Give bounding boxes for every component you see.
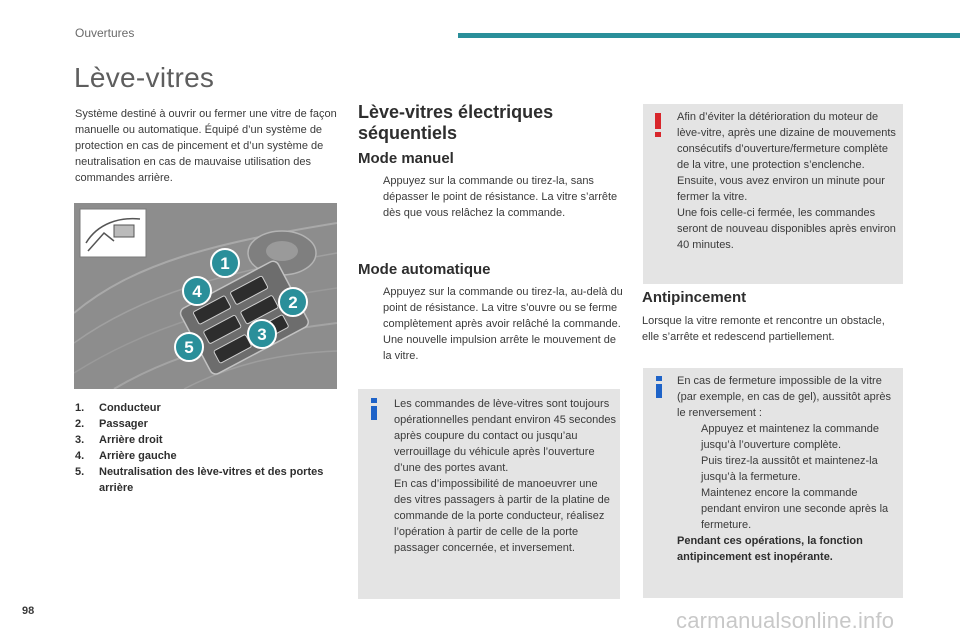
list-item-text: Maintenez encore la commande pendant environ une seconde après la fermeture. <box>701 487 889 531</box>
automatic-mode-list <box>360 284 624 364</box>
legend-label: Neutralisation des lève-vitres et des portes arrière <box>99 466 324 494</box>
legend-number: 5. <box>75 466 85 478</box>
warning-box-text <box>677 109 899 253</box>
watermark: carmanualsonline.info <box>676 608 895 633</box>
callout-5 <box>175 333 203 361</box>
info-icon <box>656 376 664 398</box>
svg-text:5: 5 <box>184 338 194 357</box>
photo-legend <box>75 400 335 496</box>
header-section-title: Ouvertures <box>75 26 135 40</box>
legend-item <box>75 400 335 416</box>
switch-panel-illustration <box>74 203 337 389</box>
info-paragraph: En cas d’impossibilité de manoeuvrer une des vitres passagers à partir de la platine de commande de la porte conducteur, réalisez l’opération à partir de celle de la porte passager concernée, et inversement. <box>394 478 610 554</box>
list-item <box>677 453 899 485</box>
svg-text:4: 4 <box>192 282 202 301</box>
svg-text:2: 2 <box>288 293 298 312</box>
list-item-text: Appuyez et maintenez la commande jusqu’à l’ouverture complète. <box>701 423 879 451</box>
info-icon <box>371 398 379 420</box>
legend-number: 3. <box>75 434 85 446</box>
antipinch-heading: Antipincement <box>642 289 747 306</box>
warning-icon <box>654 113 662 137</box>
manual-mode-heading: Mode manuel <box>358 150 454 167</box>
header-accent-bar <box>458 33 960 38</box>
info-box-sequential <box>358 389 620 599</box>
legend-number: 2. <box>75 418 85 430</box>
info-intro: En cas de fermeture impossible de la vitre (par exemple, en cas de gel), aussitôt après le renversement : <box>677 375 892 419</box>
svg-text:3: 3 <box>257 325 267 344</box>
legend-number: 1. <box>75 402 85 414</box>
automatic-mode-heading: Mode automatique <box>358 261 491 278</box>
callout-3 <box>248 320 276 348</box>
legend-label: Conducteur <box>99 402 161 414</box>
manual-mode-list <box>360 173 622 221</box>
info-box-text <box>394 396 616 556</box>
list-item <box>360 173 622 221</box>
list-item <box>360 332 624 364</box>
legend-label: Arrière gauche <box>99 450 177 462</box>
warning-paragraph: Afin d’éviter la détérioration du moteur de lève-vitre, après une dizaine de mouvements consécutifs d’ouverture/fermeture complète de la vitre, une protection s’enclenche. <box>677 111 896 171</box>
list-item-text: Appuyez sur la commande ou tirez-la, sans dépasser le point de résistance. La vitre s’arrête dès que vous relâchez la commande. <box>383 175 618 219</box>
svg-text:1: 1 <box>220 254 230 273</box>
list-item <box>677 485 899 533</box>
warning-paragraph: Ensuite, vous avez environ un minute pour fermer la vitre. <box>677 175 885 203</box>
legend-item <box>75 448 335 464</box>
legend-item <box>75 416 335 432</box>
page-number: 98 <box>22 605 35 617</box>
list-item-text: Puis tirez-la aussitôt et maintenez-la jusqu’à la fermeture. <box>701 455 878 483</box>
info-note: Pendant ces opérations, la fonction antipincement est inopérante. <box>677 535 863 563</box>
legend-number: 4. <box>75 450 85 462</box>
list-item-text: Appuyez sur la commande ou tirez-la, au-delà du point de résistance. La vitre s’ouvre ou se ferme complètement après avoir relâché la commande. <box>383 286 623 330</box>
legend-item <box>75 432 335 448</box>
antipinch-steps <box>677 421 899 533</box>
info-paragraph: Les commandes de lève-vitres sont toujours opérationnelles pendant environ 45 secondes après coupure du contact ou jusqu’au verrouillage du véhicule après l’ouverture d’une des portes avant. <box>394 398 616 474</box>
warning-paragraph: Une fois celle-ci fermée, les commandes seront de nouveau disponibles après environ 40 minutes. <box>677 207 896 251</box>
sequential-heading: Lève-vitres électriques séquentiels <box>358 102 554 143</box>
page-title: Lève-vitres <box>74 62 215 93</box>
window-switch-photo <box>74 203 337 389</box>
list-item-text: Une nouvelle impulsion arrête le mouvement de la vitre. <box>383 334 616 362</box>
info-box-antipinch <box>643 368 903 598</box>
legend-item <box>75 464 335 496</box>
legend-label: Arrière droit <box>99 434 163 446</box>
callout-4 <box>183 277 211 305</box>
intro-paragraph: Système destiné à ouvrir ou fermer une vitre de façon manuelle ou automatique. Équipé d’un système de protection en cas de pincement et d’un système de neutralisation en cas de mauvaise utilisation des commandes arrière. <box>75 108 337 184</box>
warning-box <box>643 104 903 284</box>
callout-2 <box>279 288 307 316</box>
antipinch-paragraph: Lorsque la vitre remonte et rencontre un obstacle, elle s’arrête et redescend partiellement. <box>642 315 885 343</box>
list-item <box>360 284 624 332</box>
legend-label: Passager <box>99 418 148 430</box>
list-item <box>677 421 899 453</box>
callout-1 <box>211 249 239 277</box>
info-box-text <box>677 373 899 565</box>
